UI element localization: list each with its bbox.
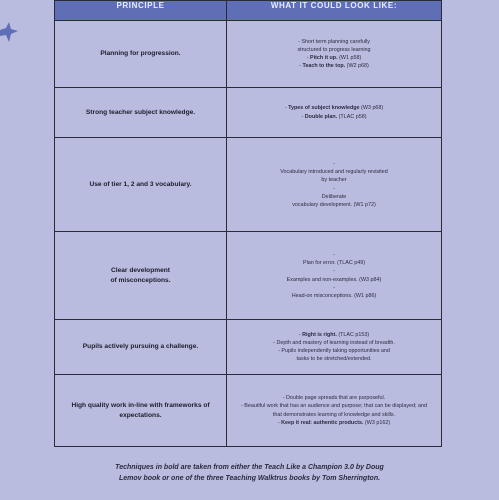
text-fragment: vocabulary development. (W1 p72) (292, 201, 376, 208)
text-fragment: (TLAC p58) (337, 113, 367, 120)
looks-like-line (227, 267, 441, 275)
text-fragment: - (333, 160, 335, 167)
bold-technique: Double plan. (304, 113, 338, 120)
principle-text: of misconceptions. (110, 276, 171, 284)
bold-technique: Pitch it up. (310, 55, 338, 61)
looks-like-cell (227, 88, 442, 138)
looks-like-cell (227, 21, 442, 88)
text-fragment: - Beautiful work that has an audience and purpose; that can be displayed; and (240, 403, 428, 410)
principle-text: High quality work in-line with frameworks of (71, 401, 210, 409)
text-fragment: Plan for error. (TLAC p49) (302, 260, 365, 267)
text-fragment: by teacher (321, 177, 347, 184)
text-fragment: - Pupils independently taking opportunities and (278, 348, 390, 354)
principle-cell (55, 88, 227, 138)
bold-technique: Types of subject knowledge (288, 105, 360, 112)
text-fragment: Examples and non-examples. (W3 p84) (286, 276, 382, 283)
principle-text: Use of tier 1, 2 and 3 vocabulary. (89, 180, 192, 188)
text-fragment: - (299, 63, 303, 70)
bold-technique: Right is right. (302, 331, 337, 338)
principle-text: Planning for progression. (100, 50, 181, 57)
bold-technique: Keep it real: authentic products. (281, 419, 364, 426)
looks-like-line (227, 394, 441, 402)
text-fragment: - (284, 105, 289, 112)
text-fragment: - Double page spreads that are purposeful. (282, 395, 386, 402)
looks-like-cell (227, 375, 442, 447)
table-row (55, 21, 442, 88)
text-fragment: - (306, 55, 311, 61)
looks-like-line (227, 176, 441, 184)
text-fragment: (W3 p162) (363, 419, 391, 426)
looks-like-line (227, 168, 441, 176)
looks-like-line (227, 419, 441, 427)
looks-like-line (227, 347, 441, 355)
text-fragment: - (277, 419, 282, 426)
looks-like-line (227, 331, 441, 339)
principle-header: PRINCIPLE (55, 1, 227, 21)
footnote (0, 463, 499, 484)
principle-cell (55, 320, 227, 375)
text-fragment: - (333, 251, 335, 258)
text-fragment: - Short term planning carefully (298, 38, 370, 45)
footnote-line-1: Techniques in bold are taken from either the Teach Like a Champion 3.0 by Doug (115, 464, 384, 471)
text-fragment: (W2 p68) (345, 63, 369, 70)
table-row (55, 232, 442, 320)
text-fragment: Deliberate (321, 193, 347, 200)
looks-like-line (227, 402, 441, 410)
looks-like-header: WHAT IT COULD LOOK LIKE: (227, 1, 442, 21)
looks-like-line (227, 284, 441, 292)
principle-cell (55, 138, 227, 232)
table-row (55, 138, 442, 232)
principle-text: Clear development (111, 266, 170, 274)
looks-like-line (227, 355, 441, 363)
looks-like-line (227, 113, 441, 121)
looks-like-cell (227, 138, 442, 232)
table-row (55, 320, 442, 375)
principles-table (54, 0, 442, 447)
text-fragment: (TLAC p153) (336, 331, 370, 338)
looks-like-line (227, 276, 441, 284)
table-row (55, 375, 442, 447)
footnote-line-2: Lemov book or one of the three Teaching Walktrus books by Tom Sherrington. (118, 474, 381, 482)
looks-like-line (227, 251, 441, 259)
principle-text: Pupils actively pursuing a challenge. (82, 343, 199, 350)
star-icon (0, 14, 20, 44)
principle-cell (55, 375, 227, 447)
looks-like-line (227, 104, 441, 112)
text-fragment: tasks to be stretched/extended. (296, 356, 372, 363)
looks-like-line (227, 259, 441, 267)
looks-like-line (227, 339, 441, 347)
text-fragment: - (333, 268, 335, 275)
looks-like-line (227, 193, 441, 201)
looks-like-cell (227, 232, 442, 320)
text-fragment: (W1 p58) (337, 55, 362, 61)
looks-like-line (227, 62, 441, 70)
looks-like-line (227, 38, 441, 46)
bold-technique: Teach to the top. (302, 63, 346, 70)
table-row (55, 88, 442, 138)
text-fragment: Vocabulary introduced and regularly revisited (280, 169, 388, 176)
text-fragment: - (298, 331, 303, 338)
looks-like-cell (227, 320, 442, 375)
looks-like-line (227, 46, 441, 54)
text-fragment: structured to progress learning (297, 46, 371, 53)
text-fragment: - (333, 284, 335, 291)
text-fragment: - (301, 113, 305, 120)
looks-like-line (227, 54, 441, 62)
looks-like-line (227, 292, 441, 300)
looks-like-line (227, 185, 441, 193)
looks-like-line (227, 411, 441, 419)
principle-cell (55, 232, 227, 320)
text-fragment: - Depth and mastery of learning instead of breadth. (273, 339, 395, 346)
looks-like-line (227, 201, 441, 209)
table-header-row (55, 1, 442, 21)
text-fragment: that demonstrates learning of knowledge and skills. (272, 411, 396, 418)
principle-text: expectations. (119, 411, 162, 419)
text-fragment: Head-on misconceptions. (W1 p86) (291, 292, 377, 299)
text-fragment: (W3 p68) (359, 105, 384, 112)
principle-text: Strong teacher subject knowledge. (85, 108, 196, 116)
looks-like-line (227, 160, 441, 168)
text-fragment: - (333, 185, 335, 192)
principle-cell (55, 21, 227, 88)
